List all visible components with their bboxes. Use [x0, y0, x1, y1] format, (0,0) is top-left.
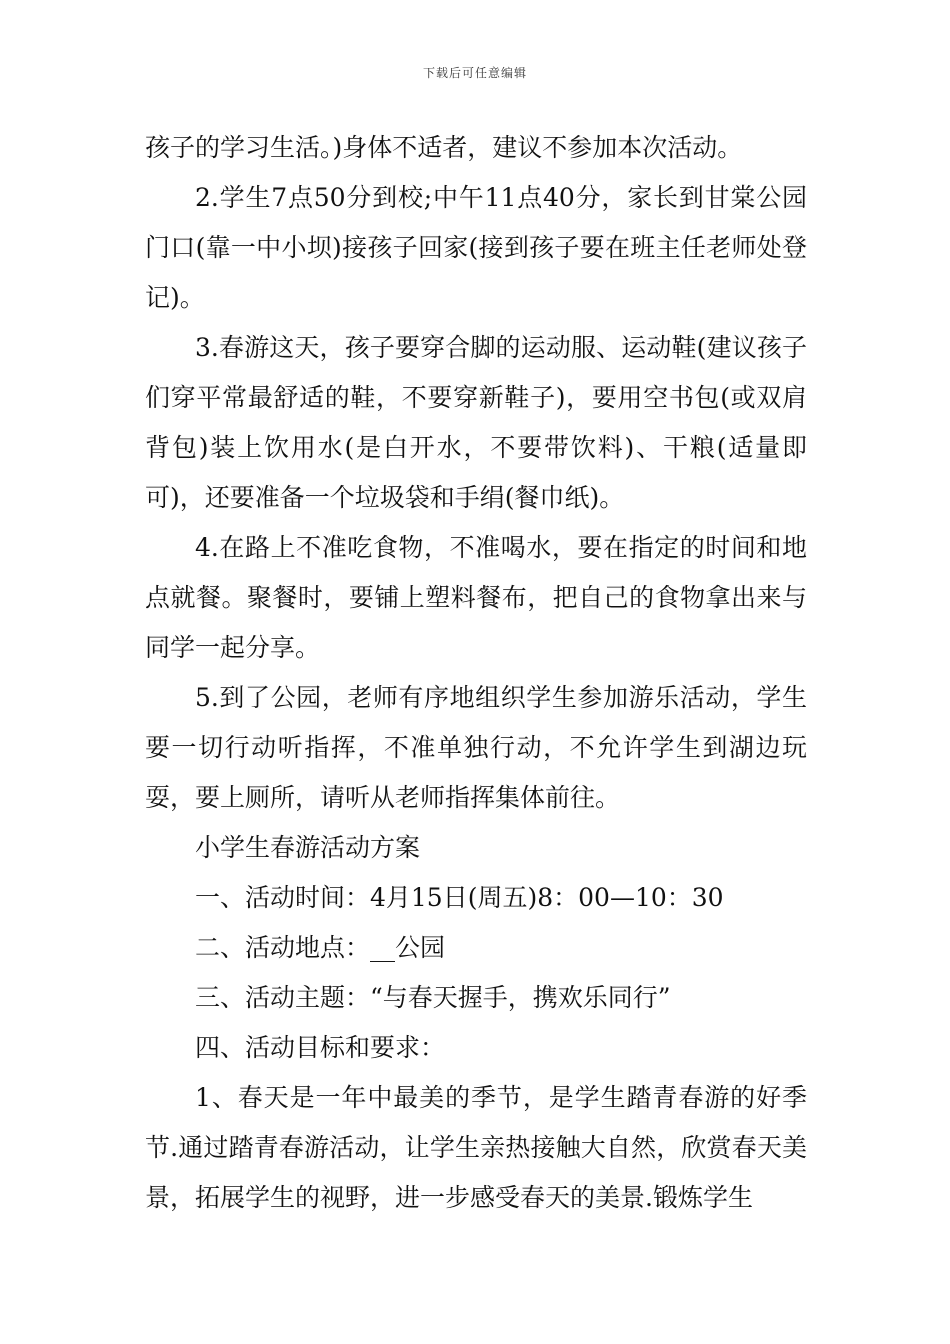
document-body [145, 123, 807, 1223]
paragraph-item-3: 3.春游这天，孩子要穿合脚的运动服、运动鞋(建议孩子们穿平常最舒适的鞋，不要穿新鞋子)，要用空书包(或双肩背包)装上饮用水(是白开水，不要带饮料)、干粮(适量即可)，还要准备一个垃圾袋和手绢(餐巾纸)。 [145, 333, 807, 512]
paragraph-item-5: 5.到了公园，老师有序地组织学生参加游乐活动，学生要一切行动听指挥，不准单独行动，不允许学生到湖边玩耍，要上厕所，请听从老师指挥集体前往。 [145, 683, 807, 812]
paragraph-item-4: 4.在路上不准吃食物，不准喝水，要在指定的时间和地点就餐。聚餐时，要铺上塑料餐布，把自己的食物拿出来与同学一起分享。 [145, 533, 807, 662]
activity-location: 二、活动地点：__公园 [195, 933, 446, 962]
paragraph-continuation: 孩子的学习生活。)身体不适者，建议不参加本次活动。 [145, 133, 743, 162]
activity-goals-heading: 四、活动目标和要求： [195, 1033, 446, 1062]
paragraph-item-2: 2.学生7点50分到校;中午11点40分，家长到甘棠公园门口(靠一中小坝)接孩子回家(接到孩子要在班主任老师处登记)。 [145, 183, 807, 312]
activity-theme: 三、活动主题：“与春天握手，携欢乐同行” [195, 983, 671, 1012]
activity-goal-1: 1、春天是一年中最美的季节，是学生踏青春游的好季节.通过踏青春游活动，让学生亲热接触大自然，欣赏春天美景，拓展学生的视野，进一步感受春天的美景.锻炼学生 [145, 1083, 807, 1212]
activity-time: 一、活动时间：4月15日(周五)8：00—10：30 [195, 883, 724, 912]
header-note: 下载后可任意编辑 [422, 66, 527, 80]
section-title: 小学生春游活动方案 [195, 833, 421, 862]
